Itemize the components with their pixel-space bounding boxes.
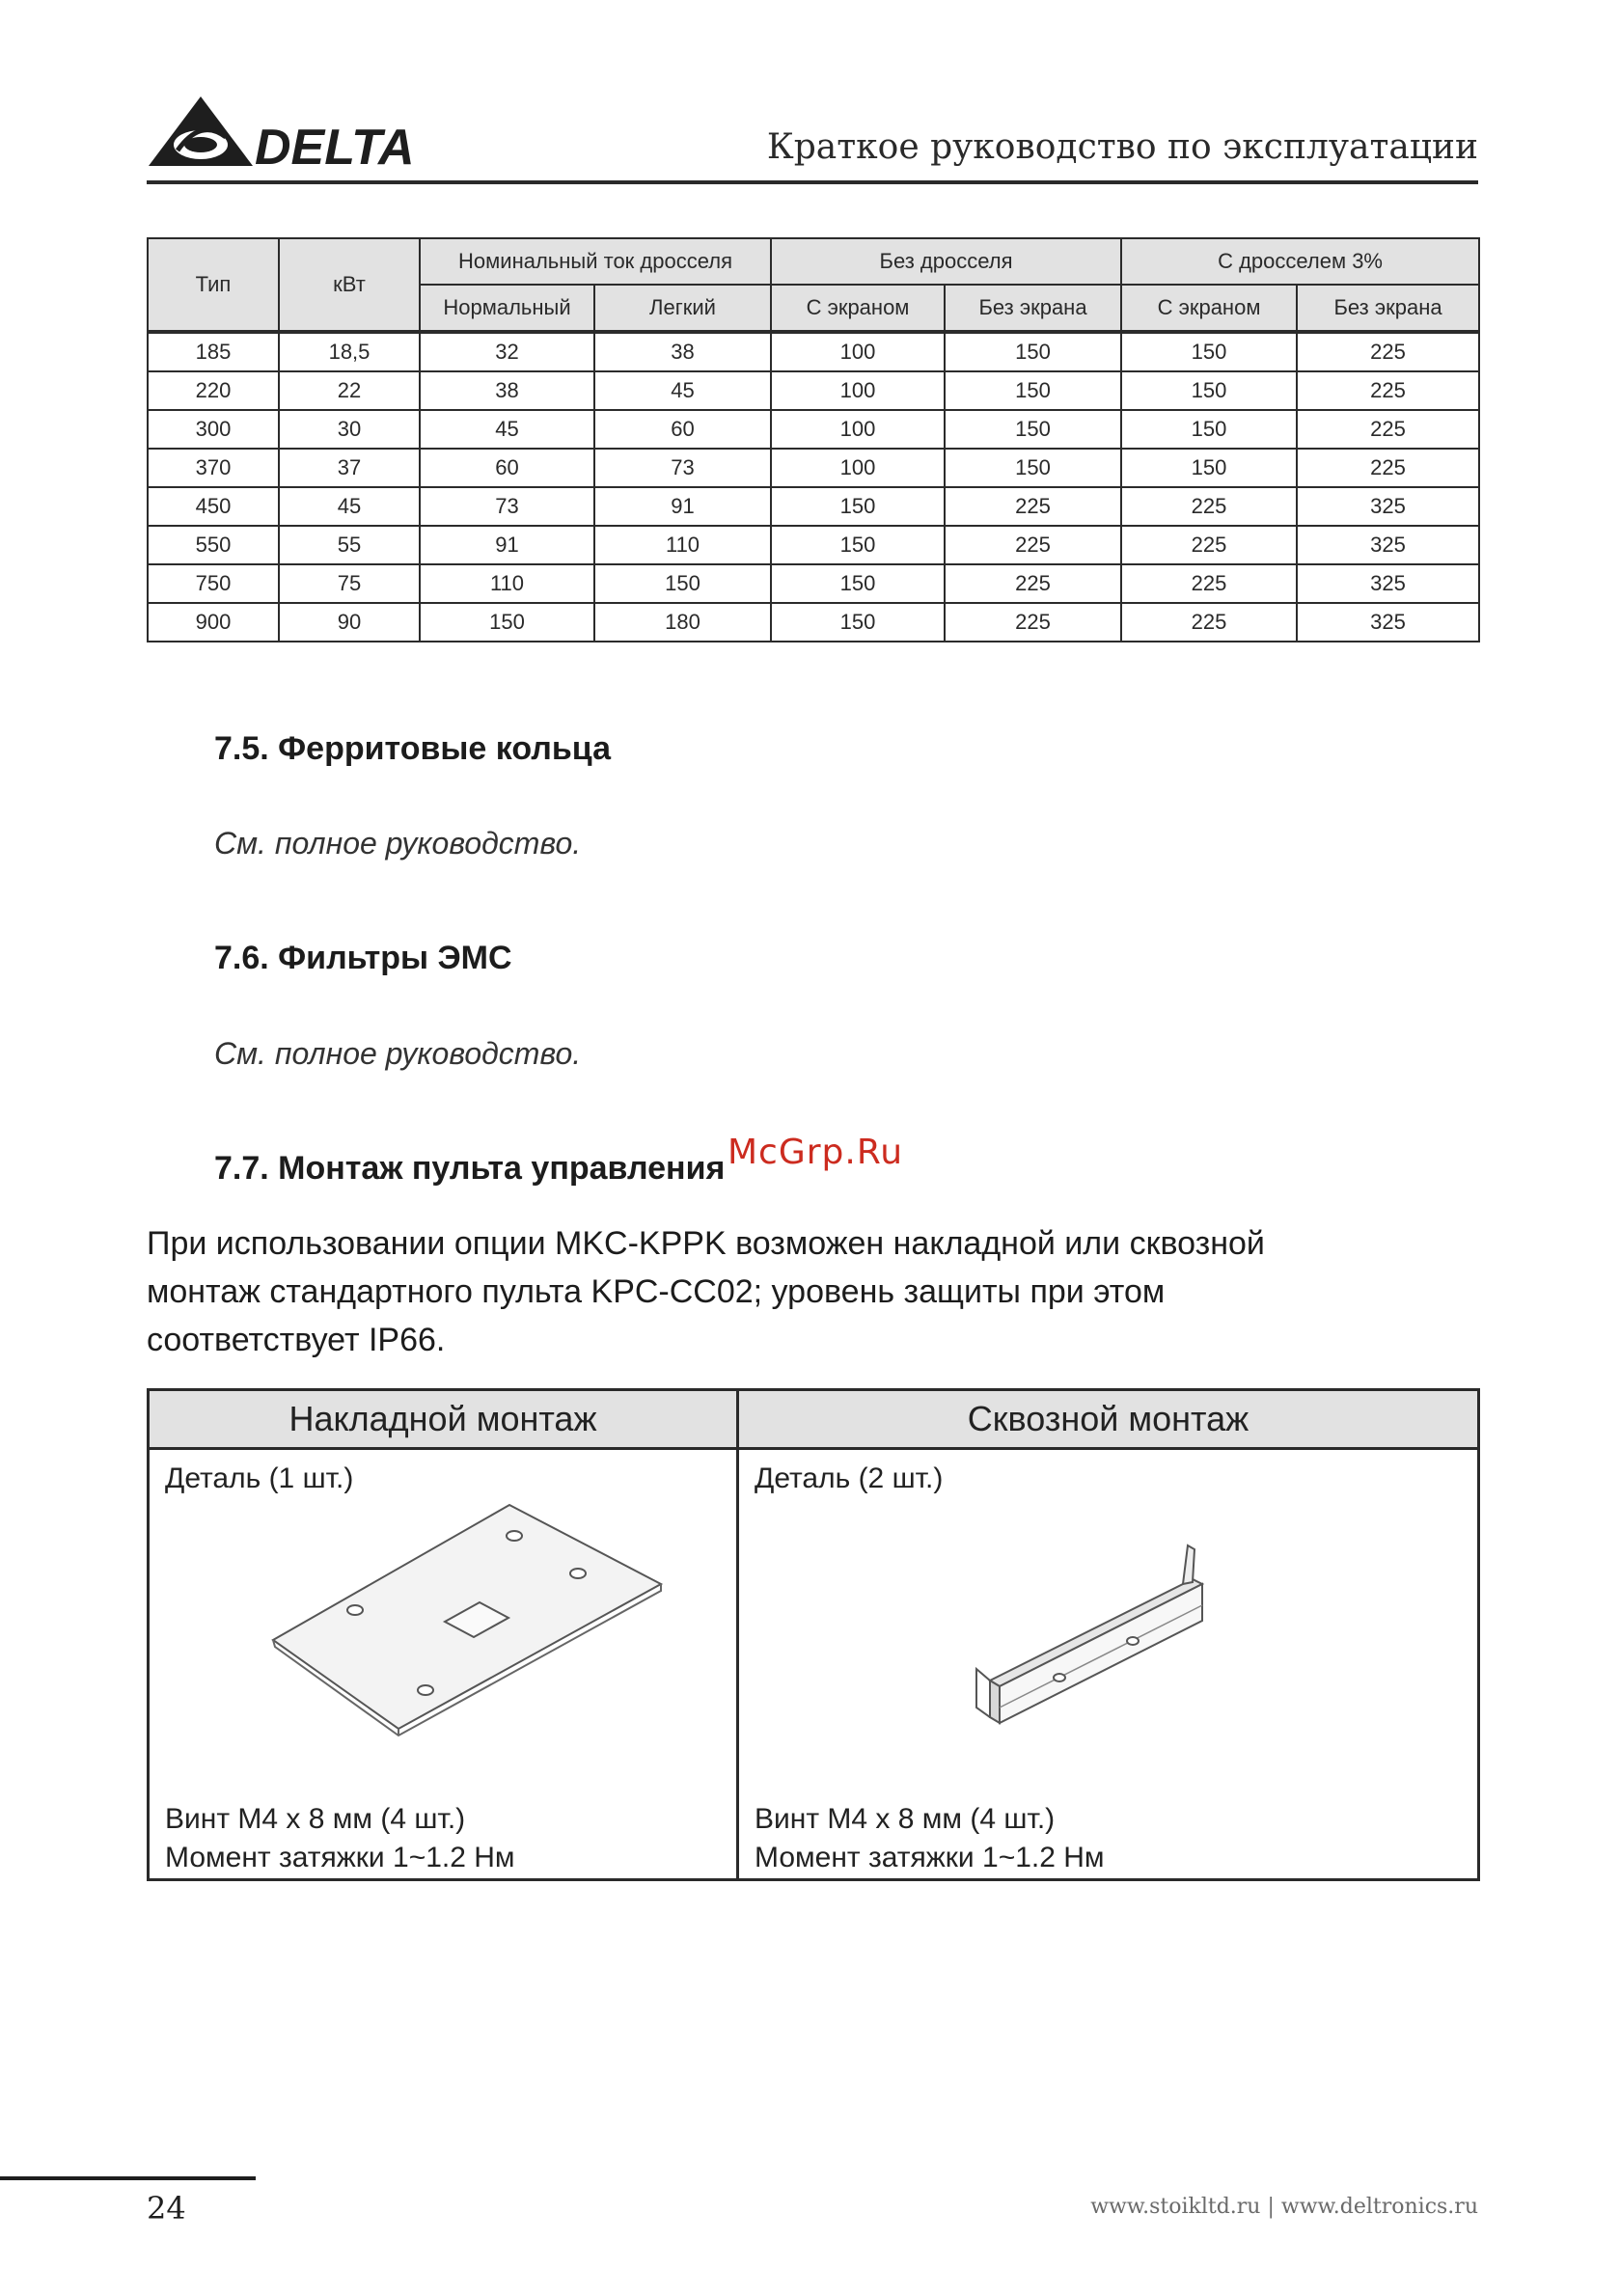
table-cell: 225: [1297, 410, 1479, 449]
table-cell: 38: [594, 332, 771, 371]
table-row: [148, 410, 1479, 449]
torque-label: Момент затяжки 1~1.2 Нм: [755, 1842, 1105, 1873]
table-cell: 150: [1121, 332, 1297, 371]
table-row: [148, 487, 1479, 526]
table-cell: 325: [1297, 564, 1479, 603]
table-cell: 150: [1121, 410, 1297, 449]
table-cell: 45: [420, 410, 594, 449]
section-heading-keypad-mounting: 7.7. Монтаж пульта управления: [214, 1150, 726, 1187]
table-cell: 225: [1121, 526, 1297, 564]
footer-links: www.stoikltd.ru | www.deltronics.ru: [1090, 2195, 1478, 2219]
table-cell: 73: [420, 487, 594, 526]
header-divider: [147, 180, 1478, 184]
table-cell: 220: [148, 371, 279, 410]
table-cell: 185: [148, 332, 279, 371]
table-cell: 150: [771, 526, 945, 564]
table-row: [148, 526, 1479, 564]
table-cell: 225: [1297, 449, 1479, 487]
table-cell: 18,5: [279, 332, 420, 371]
table-cell: 225: [1121, 564, 1297, 603]
part-quantity: Деталь (1 шт.): [165, 1462, 354, 1494]
table-cell: 750: [148, 564, 279, 603]
delta-logo: [145, 93, 415, 176]
table-cell: 225: [945, 487, 1121, 526]
section-note: См. полное руководство.: [214, 826, 582, 861]
table-cell: 225: [945, 564, 1121, 603]
table-cell: 550: [148, 526, 279, 564]
table-cell: 150: [771, 487, 945, 526]
table-row: [148, 449, 1479, 487]
col-header-type: Тип: [148, 238, 279, 332]
table-cell: 60: [420, 449, 594, 487]
table-cell: 225: [1121, 603, 1297, 642]
table-cell: 150: [594, 564, 771, 603]
subheader-light: Легкий: [594, 285, 771, 332]
table-cell: 150: [945, 410, 1121, 449]
footer-divider: [0, 2176, 256, 2180]
table-cell: 75: [279, 564, 420, 603]
page-number: 24: [147, 2190, 186, 2227]
table-cell: 45: [279, 487, 420, 526]
table-cell: 37: [279, 449, 420, 487]
table-cell: 100: [771, 371, 945, 410]
table-cell: 30: [279, 410, 420, 449]
paragraph-line: монтаж стандартного пульта KPC-CC02; уровень защиты при этом: [147, 1273, 1166, 1310]
table-row: [148, 332, 1479, 371]
table-cell: 900: [148, 603, 279, 642]
mounting-table: [147, 1388, 1480, 1881]
table-cell: 100: [771, 332, 945, 371]
subheader-unshielded: Без экрана: [945, 285, 1121, 332]
table-row: [148, 371, 1479, 410]
col-header-kw: кВт: [279, 238, 420, 332]
table-cell: 150: [771, 564, 945, 603]
screw-label: Винт M4 x 8 мм (4 шт.): [755, 1803, 1056, 1835]
screw-spec: [755, 1800, 1105, 1877]
svg-text:DELTA: DELTA: [255, 120, 415, 176]
table-cell: 225: [1297, 332, 1479, 371]
table-cell: 110: [420, 564, 594, 603]
table-cell: 150: [1121, 449, 1297, 487]
table-cell: 38: [420, 371, 594, 410]
table-cell: 60: [594, 410, 771, 449]
surface-mount-header: Накладной монтаж: [150, 1391, 736, 1450]
paragraph-line: соответствует IP66.: [147, 1322, 446, 1358]
torque-label: Момент затяжки 1~1.2 Нм: [165, 1842, 515, 1873]
document-title: Краткое руководство по эксплуатации: [766, 127, 1478, 167]
table-cell: 90: [279, 603, 420, 642]
col-header-rated-current: Номинальный ток дросселя: [420, 238, 771, 285]
subheader-shielded: С экраном: [1121, 285, 1297, 332]
subheader-unshielded: Без экрана: [1297, 285, 1479, 332]
table-cell: 370: [148, 449, 279, 487]
section-note: См. полное руководство.: [214, 1036, 582, 1071]
table-cell: 91: [420, 526, 594, 564]
table-cell: 225: [945, 603, 1121, 642]
part-quantity: Деталь (2 шт.): [755, 1462, 944, 1494]
paragraph-line: При использовании опции MKC-KPPK возможен накладной или сквозной: [147, 1225, 1265, 1262]
table-cell: 325: [1297, 526, 1479, 564]
table-cell: 110: [594, 526, 771, 564]
table-cell: 150: [945, 371, 1121, 410]
surface-mount-column: [150, 1391, 739, 1878]
col-header-with-choke: С дросселем 3%: [1121, 238, 1479, 285]
section-heading-ferrite-rings: 7.5. Ферритовые кольца: [214, 730, 612, 767]
table-cell: 180: [594, 603, 771, 642]
mounting-bracket-illustration: [971, 1545, 1241, 1738]
choke-spec-table: [147, 237, 1480, 642]
table-cell: 325: [1297, 487, 1479, 526]
table-cell: 150: [420, 603, 594, 642]
col-header-no-choke: Без дросселя: [771, 238, 1121, 285]
table-cell: 22: [279, 371, 420, 410]
table-row: [148, 564, 1479, 603]
section-heading-emc-filters: 7.6. Фильтры ЭМС: [214, 940, 512, 976]
table-row: [148, 603, 1479, 642]
table-cell: 150: [945, 449, 1121, 487]
table-cell: 73: [594, 449, 771, 487]
table-cell: 225: [1121, 487, 1297, 526]
table-cell: 325: [1297, 603, 1479, 642]
mounting-paragraph: [147, 1219, 1459, 1364]
table-cell: 150: [771, 603, 945, 642]
table-cell: 45: [594, 371, 771, 410]
table-cell: 100: [771, 449, 945, 487]
subheader-normal: Нормальный: [420, 285, 594, 332]
table-cell: 450: [148, 487, 279, 526]
through-mount-header: Сквозной монтаж: [739, 1391, 1477, 1450]
table-cell: 150: [1121, 371, 1297, 410]
table-cell: 150: [945, 332, 1121, 371]
table-cell: 32: [420, 332, 594, 371]
table-cell: 55: [279, 526, 420, 564]
table-cell: 300: [148, 410, 279, 449]
screw-spec: [165, 1800, 515, 1877]
table-cell: 225: [945, 526, 1121, 564]
screw-label: Винт M4 x 8 мм (4 шт.): [165, 1803, 466, 1835]
watermark: McGrp.Ru: [728, 1133, 904, 1172]
through-mount-column: [739, 1391, 1477, 1878]
table-cell: 100: [771, 410, 945, 449]
table-cell: 91: [594, 487, 771, 526]
table-cell: 225: [1297, 371, 1479, 410]
subheader-shielded: С экраном: [771, 285, 945, 332]
mounting-plate-illustration: [206, 1497, 659, 1787]
